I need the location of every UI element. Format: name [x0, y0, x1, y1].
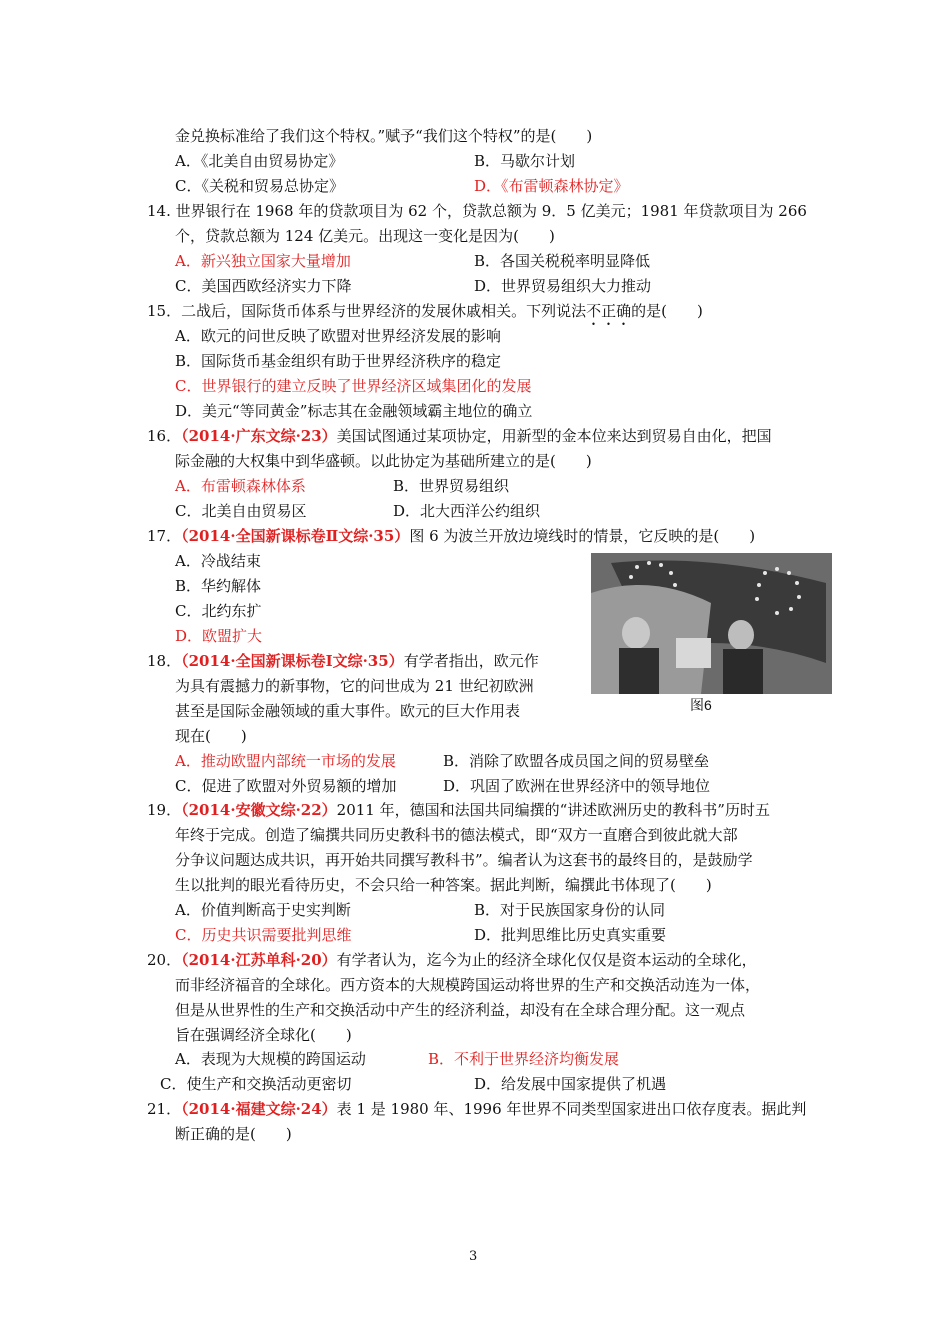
q20-stem-line3: 但是从世界性的生产和交换活动中产生的经济利益，却没有在全球合理分配。这一观点 [175, 1001, 746, 1019]
q20-number: 20． [147, 951, 182, 969]
q19-stem-line3: 分争议问题达成共识，再开始共同撰写教科书”。编者认为这套书的最终目的，是鼓励学 [175, 851, 753, 869]
q15-stem-pre: 15．二战后，国际货币体系与世界经济的发展休戚相关。下列说法 [147, 302, 587, 320]
q21-stem-line1 [147, 1099, 806, 1119]
q20-stem-line1 [147, 950, 757, 970]
q19-option-b: B．对于民族国家身份的认同 [474, 901, 666, 919]
figure-6-photo [591, 553, 832, 694]
q16-option-d: D．北大西洋公约组织 [393, 502, 541, 520]
q17-text: 图 6 为波兰开放边境线时的情景，它反映的是( ) [409, 527, 756, 545]
q18-stem-line3: 甚至是国际金融领域的重大事件。欧元的巨大作用表 [175, 702, 521, 720]
q16-text: 美国试图通过某项协定，用新型的金本位来达到贸易自由化，把国 [336, 427, 772, 445]
q20-text: 有学者认为，迄今为止的经济全球化仅仅是资本运动的全球化， [336, 951, 757, 969]
q19-text: 2011 年，德国和法国共同编撰的“讲述欧洲历史的教科书”历时五 [336, 801, 770, 819]
q17-option-a: A．冷战结束 [175, 552, 261, 570]
q14-option-c: C．美国西欧经济实力下降 [175, 277, 352, 295]
q16-option-c: C．北美自由贸易区 [175, 502, 307, 520]
q13-option-a: A．《北美自由贸易协定》 [175, 152, 344, 170]
q17-option-b: B．华约解体 [175, 577, 262, 595]
q18-source: （2014·全国新课标卷Ⅰ文综·35） [181, 652, 404, 670]
q17-source: （2014·全国新课标卷Ⅱ文综·35） [181, 527, 410, 545]
q19-stem-line4: 生以批判的眼光看待历史，不会只给一种答案。据此判断，编撰此书体现了( ) [175, 876, 712, 894]
q15-option-c-answer: C．世界银行的建立反映了世界经济区域集团化的发展 [175, 377, 532, 395]
q20-option-d: D．给发展中国家提供了机遇 [474, 1075, 667, 1093]
q18-option-c: C．促进了欧盟对外贸易额的增加 [175, 777, 397, 795]
q16-stem-line2: 际金融的大权集中到华盛顿。以此协定为基础所建立的是( ) [175, 452, 592, 470]
q20-source: （2014·江苏单科·20） [181, 951, 337, 969]
q20-option-b-answer: B．不利于世界经济均衡发展 [428, 1050, 620, 1068]
q15-option-d: D．美元“等同黄金”标志其在金融领域霸主地位的确立 [175, 402, 533, 420]
q13-stem: 金兑换标准给了我们这个特权。”赋予“我们这个特权”的是( ) [175, 127, 593, 145]
q17-option-c: C．北约东扩 [175, 602, 262, 620]
q18-stem-line4: 现在( ) [175, 727, 247, 745]
q18-stem-line2: 为具有震撼力的新事物，它的问世成为 21 世纪初欧洲 [175, 677, 534, 695]
q21-stem-line2: 断正确的是( ) [175, 1125, 292, 1143]
q16-option-a-answer: A．布雷顿森林体系 [175, 477, 306, 495]
figure-6-caption: 图6 [690, 697, 712, 713]
q20-stem-line4: 旨在强调经济全球化( ) [175, 1026, 352, 1044]
q18-option-a-answer: A．推动欧盟内部统一市场的发展 [175, 752, 396, 770]
q19-option-c-answer: C．历史共识需要批判思维 [175, 926, 352, 944]
q15-option-b: B．国际货币基金组织有助于世界经济秩序的稳定 [175, 352, 502, 370]
q16-number: 16． [147, 427, 182, 445]
q13-option-c: C．《关税和贸易总协定》 [175, 177, 344, 195]
eu-flag-photo-illustration [591, 553, 832, 694]
q16-option-b: B．世界贸易组织 [393, 477, 510, 495]
q14-stem-line1: 14. 世界银行在 1968 年的贷款项目为 62 个，贷款总额为 9．5 亿美元；1981 年贷款项目为 266 [147, 202, 807, 220]
q17-option-d-answer: D．欧盟扩大 [175, 627, 263, 645]
q15-stem-emphasis: 不正确 [586, 302, 632, 320]
q18-option-b: B．消除了欧盟各成员国之间的贸易壁垒 [443, 752, 710, 770]
q18-option-d: D．巩固了欧洲在世界经济中的领导地位 [443, 777, 711, 795]
q17-number: 17． [147, 527, 182, 545]
q15-option-a: A．欧元的问世反映了欧盟对世界经济发展的影响 [175, 327, 501, 345]
q18-text: 有学者指出，欧元作 [403, 652, 539, 670]
q19-source: （2014·安徽文综·22） [181, 801, 337, 819]
q21-text: 表 1 是 1980 年、1996 年世界不同类型国家进出口依存度表。据此判 [336, 1100, 807, 1118]
q18-stem-line1 [147, 651, 539, 671]
q19-option-d: D．批判思维比历史真实重要 [474, 926, 667, 944]
q14-option-a-answer: A．新兴独立国家大量增加 [175, 252, 351, 270]
q14-stem-line2: 个，贷款总额为 124 亿美元。出现这一变化是因为( ) [175, 227, 555, 245]
q19-stem-line2: 年终于完成。创造了编撰共同历史教科书的德法模式，即“双方一直磨合到彼此就大部 [175, 826, 738, 844]
q20-option-c: C．使生产和交换活动更密切 [160, 1075, 352, 1093]
q19-number: 19． [147, 801, 182, 819]
q20-option-a: A．表现为大规模的跨国运动 [175, 1050, 366, 1068]
page-number: 3 [469, 1249, 478, 1264]
q15-stem-post: 的是( ) [631, 302, 703, 320]
q20-stem-line2: 而非经济福音的全球化。西方资本的大规模跨国运动将世界的生产和交换活动连为一体， [175, 976, 761, 994]
q21-number: 21． [147, 1100, 182, 1118]
q15-stem [147, 301, 703, 329]
q13-option-b: B．马歇尔计划 [474, 152, 576, 170]
q16-source: （2014·广东文综·23） [181, 427, 337, 445]
q17-stem [147, 526, 755, 546]
q13-option-d-answer: D．《布雷顿森林协定》 [474, 177, 629, 195]
q19-option-a: A．价值判断高于史实判断 [175, 901, 351, 919]
q19-stem-line1 [147, 800, 770, 820]
q14-option-d: D．世界贸易组织大力推动 [474, 277, 652, 295]
q21-source: （2014·福建文综·24） [181, 1100, 337, 1118]
q18-number: 18． [147, 652, 182, 670]
q14-option-b: B．各国关税税率明显降低 [474, 252, 651, 270]
q16-stem-line1 [147, 426, 772, 446]
